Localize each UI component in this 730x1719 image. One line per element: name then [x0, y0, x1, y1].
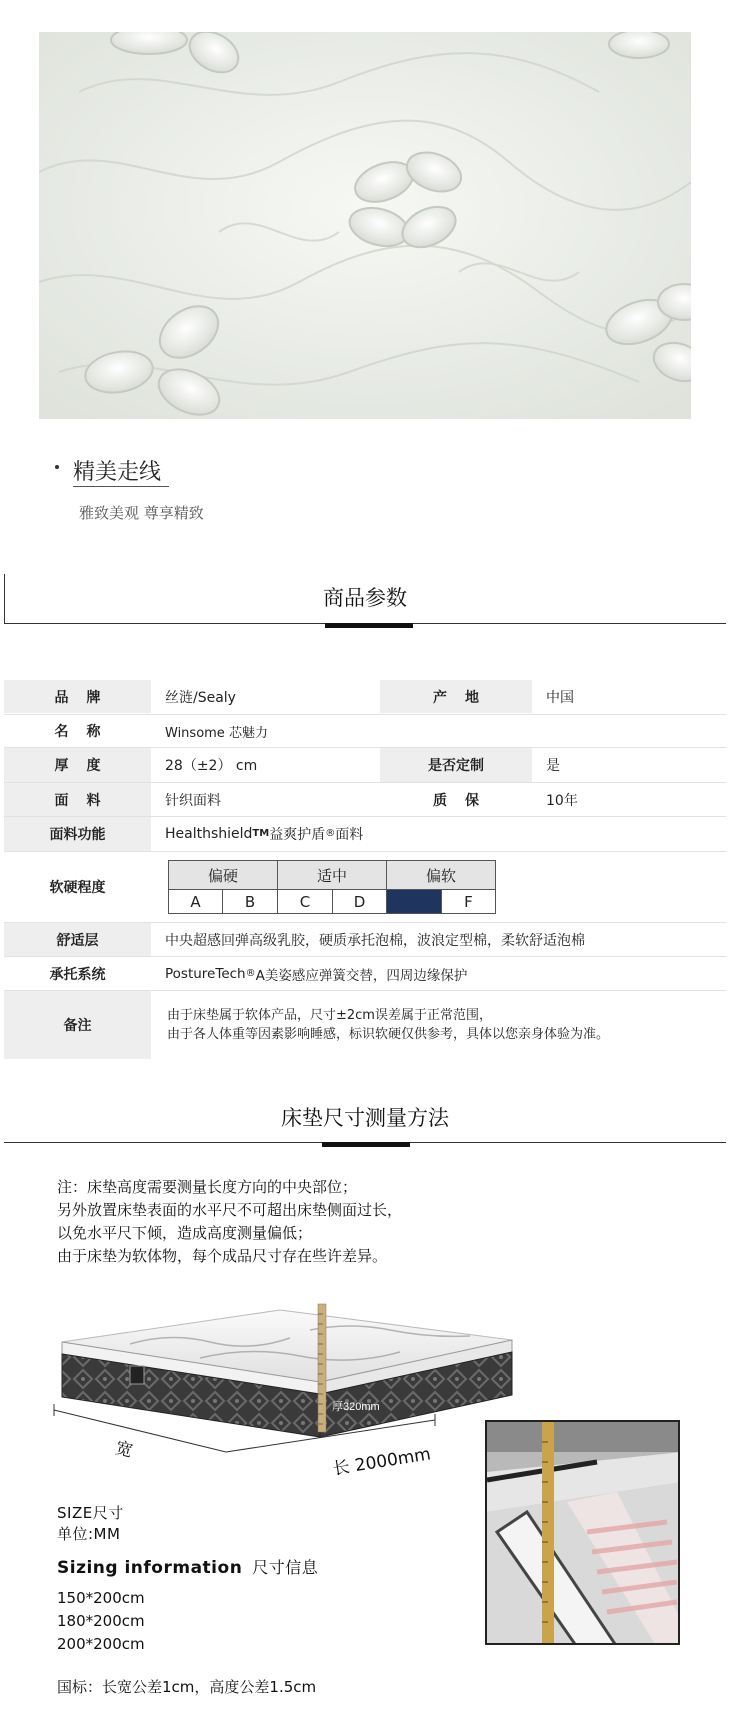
remark-value: [151, 991, 726, 1059]
remark-label: 备注: [4, 991, 151, 1059]
fabric-function-brand: Healthshield: [165, 826, 253, 842]
tolerance-note: 国标：长宽公差1cm，高度公差1.5cm: [57, 1678, 317, 1696]
table-row: [4, 923, 726, 956]
thickness-label: 厚320mm: [332, 1401, 380, 1413]
hardness-level-a: A: [168, 890, 223, 914]
table-row: [4, 817, 726, 851]
feature-underline: [73, 486, 169, 487]
custom-label: 是否定制: [380, 748, 532, 782]
hardness-level-b: B: [222, 890, 278, 914]
note-line: 注：床垫高度需要测量长度方向的中央部位；: [57, 1178, 358, 1196]
hardness-level-f: F: [441, 890, 496, 914]
comfort-value: 中央超感回弹高级乳胶，硬质承托泡棉，波浪定型棉，柔软舒适泡棉: [151, 923, 726, 956]
sizing-heading-cn: 尺寸信息: [252, 1558, 319, 1577]
params-section-header: [0, 574, 730, 630]
measure-section-title: 床垫尺寸测量方法: [281, 1106, 449, 1130]
thickness-value: 28（±2） cm: [151, 748, 380, 782]
support-label: 承托系统: [4, 957, 151, 990]
fabric-function-name: 益爽护盾: [269, 827, 326, 843]
hardness-level-e-selected: E: [386, 890, 442, 914]
quilt-pattern-illustration: [39, 32, 691, 419]
hardness-group-medium: 适中: [277, 860, 387, 890]
sizing-heading-en: Sizing information: [57, 1558, 243, 1578]
section-accent-bar: [322, 1142, 410, 1147]
note-line: 以免水平尺下倾，造成高度测量偏低；: [57, 1224, 313, 1242]
custom-value: 是: [532, 748, 726, 782]
fabric-label: 面料: [4, 783, 151, 816]
hardness-group-soft: 偏软: [386, 860, 496, 890]
origin-value: 中国: [532, 680, 726, 713]
remark-line: 由于床垫属于软体产品，尺寸±2cm误差属于正常范围，: [167, 1008, 492, 1023]
support-description: A美姿感应弹簧交替，四周边缘保护: [255, 967, 468, 984]
size-option: 180*200cm: [57, 1612, 145, 1630]
size-title: SIZE尺寸: [57, 1504, 124, 1522]
section-accent-bar: [325, 623, 413, 628]
measure-section-header: [0, 1094, 730, 1150]
name-label: 名称: [4, 715, 151, 747]
quilted-fabric-photo: [39, 32, 691, 419]
table-row: [4, 715, 726, 747]
length-label: 长 2000mm: [331, 1444, 433, 1480]
size-info: [57, 1503, 319, 1653]
fabric-value: 针织面料: [151, 783, 380, 816]
table-row: [4, 748, 726, 782]
hardness-label: 软硬程度: [4, 852, 151, 922]
remark-line: 由于各人体重等因素影响睡感，标识软硬仅供参考，具体以您亲身体验为准。: [167, 1027, 610, 1042]
params-section-title: 商品参数: [323, 586, 407, 610]
measurement-photo: [485, 1420, 680, 1645]
size-option: 150*200cm: [57, 1589, 145, 1607]
size-options: [57, 1587, 145, 1656]
bullet-dot: [55, 465, 59, 469]
support-value: PostureTech ® A美姿感应弹簧交替，四周边缘保护: [151, 957, 726, 990]
note-line: 由于床垫为软体物，每个成品尺寸存在些许差异。: [57, 1247, 388, 1265]
hardness-level-d: D: [332, 890, 387, 914]
brand-value: 丝涟/Sealy: [151, 680, 380, 713]
brand-label: 品牌: [4, 680, 151, 713]
note-line: 另外放置床垫表面的水平尺不可超出床垫侧面过长，: [57, 1201, 403, 1219]
table-row: [4, 680, 726, 713]
name-value: Winsome 芯魅力: [151, 715, 726, 747]
origin-label: 产地: [380, 680, 532, 713]
table-row: [4, 852, 726, 922]
table-row: [4, 783, 726, 816]
fabric-function-value: Healthshield TM 益爽护盾 ® 面料: [151, 817, 726, 851]
warranty-label: 质保: [380, 783, 532, 816]
table-row: [4, 991, 726, 1059]
warranty-value: 10年: [532, 783, 726, 816]
measurement-notes: [57, 1176, 402, 1268]
size-option: 200*200cm: [57, 1635, 145, 1653]
thickness-label: 厚度: [4, 748, 151, 782]
size-unit: 单位:MM: [57, 1525, 121, 1543]
hardness-level-c: C: [277, 890, 333, 914]
fabric-function-suffix: 面料: [335, 827, 364, 843]
comfort-label: 舒适层: [4, 923, 151, 956]
table-row: [4, 957, 726, 990]
feature-title: 精美走线: [73, 460, 162, 485]
width-label: 宽: [113, 1438, 135, 1462]
fabric-function-label: 面料功能: [4, 817, 151, 851]
measurement-photo-illustration: [487, 1422, 680, 1645]
hardness-group-hard: 偏硬: [168, 860, 278, 890]
sizing-heading: [57, 1555, 318, 1578]
feature-subtitle: 雅致美观 尊享精致: [79, 504, 204, 522]
support-brand: PostureTech: [165, 965, 246, 982]
